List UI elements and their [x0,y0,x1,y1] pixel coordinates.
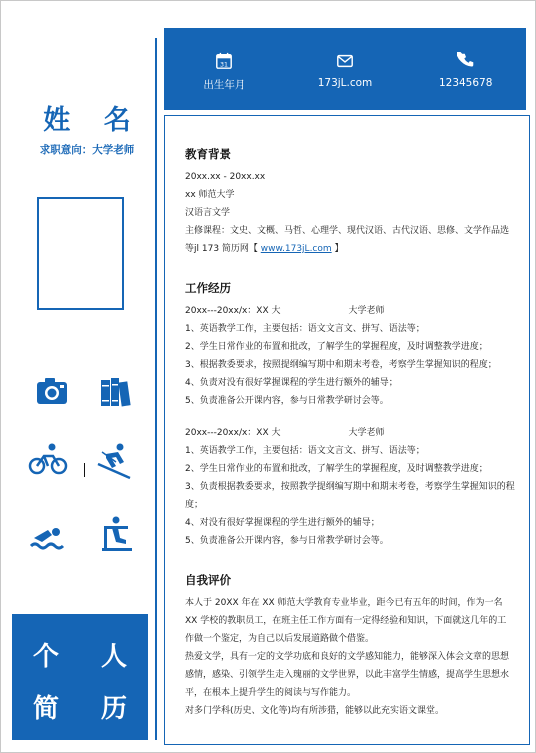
resume-char-2: 人 [100,642,127,672]
courses-suffix: 】 [331,244,344,254]
photo-placeholder [37,197,124,310]
text-cursor [84,463,85,477]
email-label: 173jL.com [317,77,373,89]
education-title: 教育背景 [185,147,231,161]
education-school: xx 师范大学 [185,190,235,200]
job-2-duty: 1、英语教学工作，主要包括：语文文言文、拼写、语法等； [185,446,425,456]
job-1-head [185,302,515,320]
job-intent: 求职意向：大学老师 [39,144,135,156]
books-icon [96,372,136,412]
resume-char-4: 历 [100,694,127,724]
job-2-period: 20xx---20xx/x：XX 大 [185,428,281,438]
education-period: 20xx.xx - 20xx.xx [185,172,266,182]
job-1-duty: 1、英语教学工作，主要包括：语文文言文、拼写、语法等； [185,324,425,334]
job-2-duty: 5、负责准备公开课内容，参与日常教学研讨会等。 [185,536,389,546]
cycling-icon [28,438,68,478]
job-1-duty: 3、根据教委要求，按照提纲编写期中和期末考卷，考察学生掌握知识的程度； [185,360,497,370]
job-1-period: 20xx---20xx/x：XX 大 [185,306,281,316]
job-2-duty: 4、对没有很好掌握课程的学生进行额外的辅导； [185,518,380,528]
candidate-name: 姓 名 [43,105,143,136]
job-2-duty: 3、负责根据教委要求，按照教学提纲编写期中和期末考卷，考察学生掌握知识的程度； [185,482,515,510]
education-courses [185,222,515,258]
camera-icon [32,372,72,412]
self-eval-paragraph: 对多门学科(历史、文化等)均有所涉猎，能够以此充实语文课堂。 [185,706,445,716]
swimming-icon [28,518,68,558]
fitness-icon [96,514,136,554]
work-title: 工作经历 [185,281,231,295]
website-link[interactable]: www.173jL.com [260,244,332,254]
contact-email [285,28,406,110]
birth-label: 出生年月 [203,79,246,91]
resume-label-block [12,614,148,740]
mail-icon [336,52,354,70]
skiing-icon [94,440,134,480]
job-1-duty: 5、负责准备公开课内容，参与日常教学研讨会等。 [185,396,389,406]
courses-text: 主修课程：文史、文概、马哲、心理学、现代汉语、古代汉语、思修、文学作品选等jl 173 简历网【 [185,226,510,254]
job-2-duty: 2、学生日常作业的布置和批改，了解学生的掌握程度，及时调整教学进度； [185,464,488,474]
calendar-icon [215,52,233,70]
phone-label: 12345678 [438,77,493,89]
contact-header [164,28,526,110]
self-eval-paragraph: 本人于 20XX 年在 XX 师范大学教育专业毕业，距今已有五年的时间，作为一名 XX 学校的教职员工，在班主任工作方面有一定得经验和知识，下面就这几年的工作做一个鉴定，为自己以后发展道路做个借鉴。 [185,598,507,644]
self-eval-paragraph: 热爱文学，具有一定的文学功底和良好的文学感知能力，能够深入体会文章的思想感情，感染、引领学生走入瑰丽的文学世界，以此丰富学生情感，提高学生思想水平，在根本上提升学生的阅读与写作能力。 [185,652,510,698]
job-1-duty: 4、负责对没有很好掌握课程的学生进行额外的辅导； [185,378,398,388]
resume-content [164,115,530,745]
job-2-head [185,424,515,442]
job-1-duty: 2、学生日常作业的布置和批改，了解学生的掌握程度，及时调整教学进度； [185,342,488,352]
resume-char-3: 简 [32,694,59,724]
svg-text:31: 31 [220,61,229,69]
job-1-position: 大学老师 [348,306,385,316]
job-2-position: 大学老师 [348,428,385,438]
phone-icon [457,52,475,70]
self-eval-title: 自我评价 [185,573,231,587]
contact-phone [405,28,526,110]
education-major: 汉语言文学 [185,208,231,218]
divider-line [155,38,157,740]
resume-char-1: 个 [32,642,59,672]
contact-birth [164,28,285,110]
